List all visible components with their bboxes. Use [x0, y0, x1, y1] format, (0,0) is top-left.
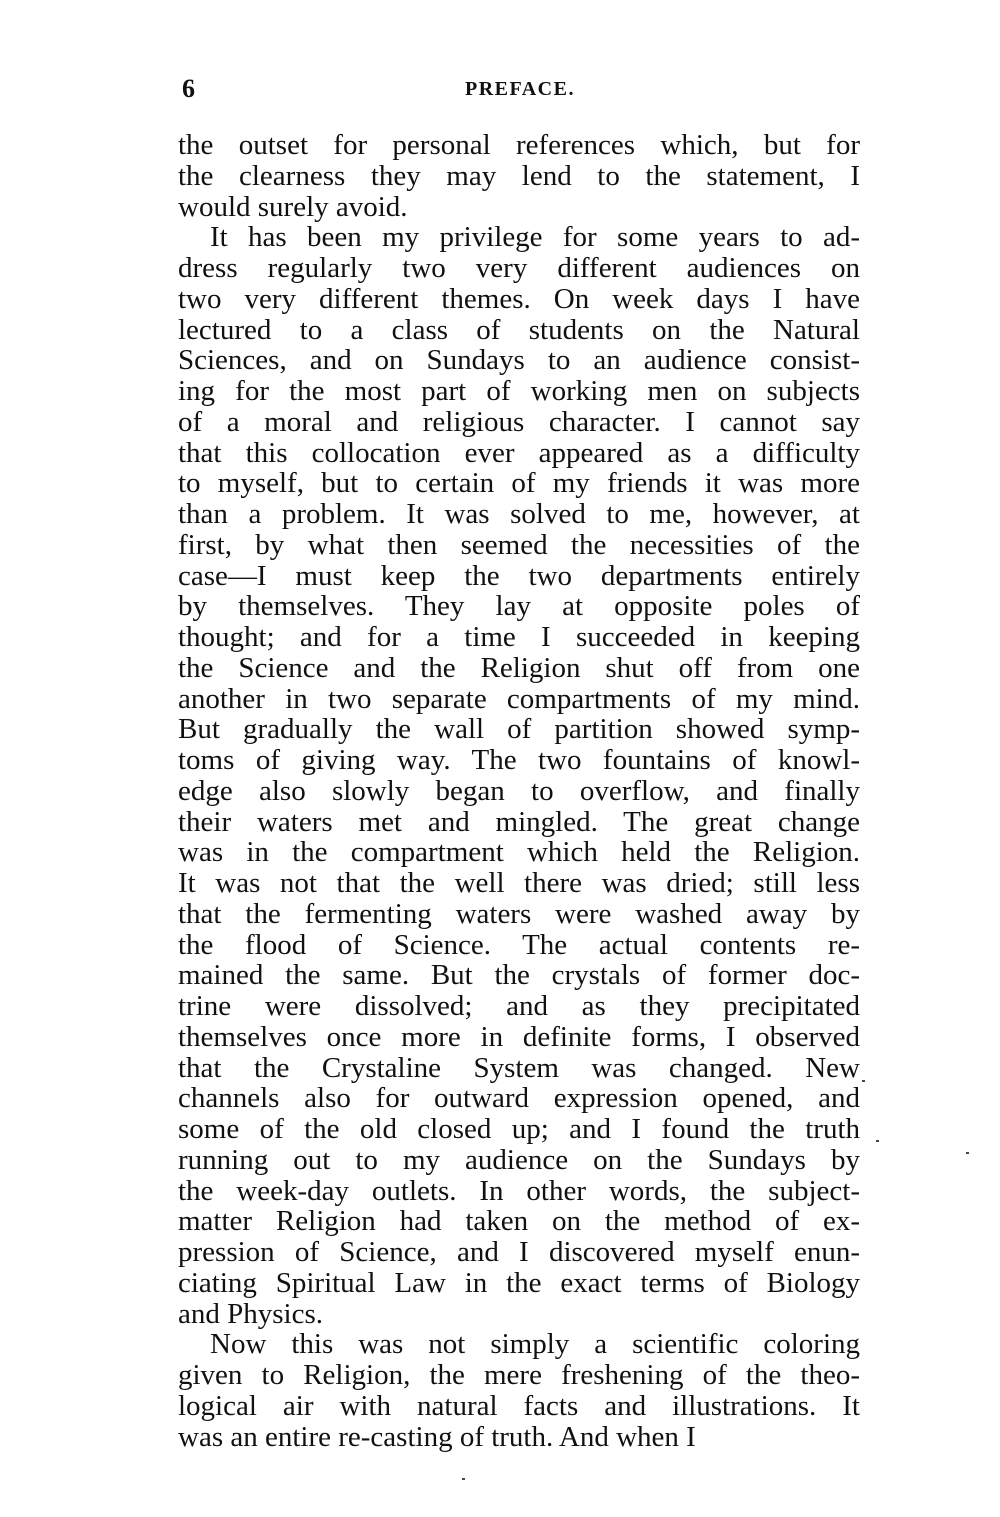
- paragraph: [178, 1329, 860, 1452]
- text-line: toms of giving way. The two fountains of knowl-: [178, 745, 860, 776]
- text-line: trine were dissolved; and as they precipitated: [178, 991, 860, 1022]
- text-line: dress regularly two very different audiences on: [178, 253, 860, 284]
- running-head: [182, 74, 862, 110]
- text-line: logical air with natural facts and illustrations. It: [178, 1390, 860, 1422]
- text-line: that the fermenting waters were washed away by: [178, 898, 860, 930]
- text-line: and Physics.: [178, 1298, 323, 1330]
- text-line: pression of Science, and I discovered myself enun-: [178, 1237, 860, 1268]
- text-line: matter Religion had taken on the method of ex-: [178, 1206, 860, 1237]
- paragraph: [178, 130, 860, 222]
- text-line: to myself, but to certain of my friends it was more: [178, 468, 860, 499]
- text-line: that this collocation ever appeared as a difficulty: [178, 437, 860, 469]
- text-line: lectured to a class of students on the Natural: [178, 314, 860, 346]
- print-speck: [862, 1080, 865, 1082]
- text-line: channels also for outward expression opened, and: [178, 1083, 860, 1114]
- text-line: running out to my audience on the Sundays by: [178, 1144, 860, 1176]
- text-line: the Science and the Religion shut off from one: [178, 652, 860, 684]
- text-line: given to Religion, the mere freshening of the theo-: [178, 1360, 860, 1391]
- text-line: It was not that the well there was dried; still less: [178, 868, 860, 899]
- paragraph: [178, 222, 860, 1329]
- text-line: another in two separate compartments of my mind.: [178, 683, 860, 715]
- print-speck: [876, 1140, 879, 1142]
- text-line: first, by what then seemed the necessities of the: [178, 529, 860, 561]
- text-line: It has been my privilege for some years to ad-: [210, 222, 860, 253]
- text-line: ciating Spiritual Law in the exact terms of Biology: [178, 1267, 860, 1299]
- page-number: 6: [182, 74, 195, 103]
- text-line: the flood of Science. The actual contents re-: [178, 929, 860, 961]
- text-line: Now this was not simply a scientific coloring: [210, 1329, 860, 1360]
- text-line: thought; and for a time I succeeded in keeping: [178, 622, 860, 653]
- text-line: ing for the most part of working men on subjects: [178, 376, 860, 407]
- print-speck: [966, 1152, 969, 1154]
- text-line: by themselves. They lay at opposite poles of: [178, 591, 860, 622]
- text-line: their waters met and mingled. The great change: [178, 806, 860, 838]
- text-line: of a moral and religious character. I cannot say: [178, 406, 860, 438]
- text-line: themselves once more in definite forms, I observed: [178, 1021, 860, 1053]
- text-line: some of the old closed up; and I found the truth: [178, 1114, 860, 1145]
- running-title: PREFACE.: [465, 78, 575, 100]
- text-line: was an entire re-casting of truth. And when I: [178, 1421, 696, 1453]
- text-line: case—I must keep the two departments entirely: [178, 560, 860, 592]
- body-text: [178, 130, 860, 1452]
- text-line: would surely avoid.: [178, 191, 408, 223]
- text-line: than a problem. It was solved to me, however, at: [178, 499, 860, 530]
- text-line: the clearness they may lend to the statement, I: [178, 160, 860, 192]
- text-line: that the Crystaline System was changed. New: [178, 1052, 860, 1084]
- text-line: edge also slowly began to overflow, and finally: [178, 775, 860, 807]
- text-line: was in the compartment which held the Religion.: [178, 837, 860, 868]
- text-line: mained the same. But the crystals of former doc-: [178, 960, 860, 991]
- text-line: the outset for personal references which, but for: [178, 130, 860, 161]
- text-line: two very different themes. On week days I have: [178, 283, 860, 315]
- text-line: the week-day outlets. In other words, the subject-: [178, 1175, 860, 1207]
- text-line: But gradually the wall of partition showed symp-: [178, 714, 860, 745]
- print-speck: [462, 1478, 465, 1480]
- text-line: Sciences, and on Sundays to an audience consist-: [178, 345, 860, 376]
